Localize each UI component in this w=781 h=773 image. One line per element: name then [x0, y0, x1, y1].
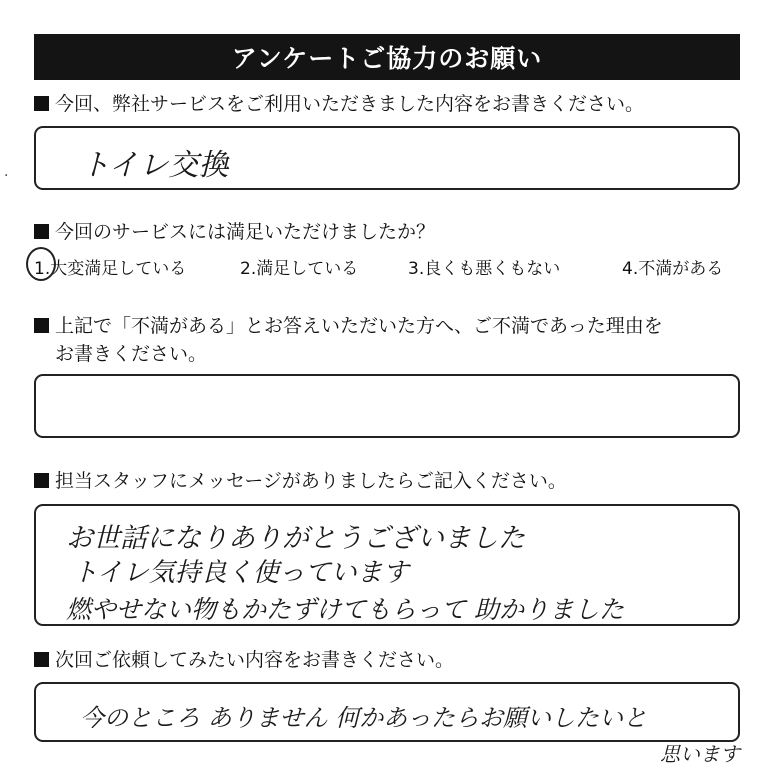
option-1[interactable]: [34, 254, 186, 279]
option-4-label: 4.不満がある: [622, 259, 724, 279]
option-3-label: 3.良くも悪くもない: [408, 259, 561, 279]
question-4: [34, 467, 567, 495]
question-5: [34, 646, 454, 674]
question-5-label: 次回ご依頼してみたい内容をお書きください。: [55, 649, 455, 671]
question-3-label-line2: お書きください。: [55, 343, 208, 365]
answer-4-line-3: 燃やせない物もかたずけてもらって 助かりました: [66, 595, 624, 624]
question-1-label: 今回、弊社サービスをご利用いただきました内容をお書きください。: [55, 93, 645, 115]
option-4[interactable]: [622, 254, 723, 279]
question-1: [34, 90, 644, 118]
question-4-label: 担当スタッフにメッセージがありましたらご記入ください。: [55, 470, 567, 492]
survey-title: アンケートご協力のお願い: [34, 34, 740, 80]
question-2-label: 今回のサービスには満足いただけましたか？: [55, 221, 436, 243]
answer-box-4[interactable]: [34, 504, 740, 626]
question-3-label-line1: 上記で「不満がある」とお答えいただいた方へ、ご不満であった理由を: [55, 315, 663, 337]
square-bullet-icon: [34, 96, 49, 111]
square-bullet-icon: [34, 224, 49, 239]
answer-5-line-2: 思います: [660, 742, 740, 766]
answer-4-line-2: トイレ気持良く使っています: [72, 558, 409, 588]
answer-4-line-1: お世話になりありがとうございました: [66, 523, 525, 554]
answer-5-line-1: 今のところ ありません 何かあったらお願いしたいと: [80, 704, 648, 732]
question-3: [34, 312, 663, 368]
answer-1-text: トイレ交換: [80, 148, 229, 183]
option-1-label: 1.大変満足している: [34, 259, 187, 279]
option-2[interactable]: [240, 254, 358, 279]
option-2-label: 2.満足している: [240, 259, 359, 279]
answer-box-5[interactable]: [34, 682, 740, 742]
margin-mark: ·: [4, 168, 9, 184]
square-bullet-icon: [34, 473, 49, 488]
square-bullet-icon: [34, 318, 49, 333]
selected-circle-mark: [26, 247, 56, 281]
option-3[interactable]: [408, 254, 560, 279]
square-bullet-icon: [34, 652, 49, 667]
answer-box-3[interactable]: [34, 374, 740, 438]
answer-box-1[interactable]: [34, 126, 740, 190]
question-2: [34, 218, 435, 246]
